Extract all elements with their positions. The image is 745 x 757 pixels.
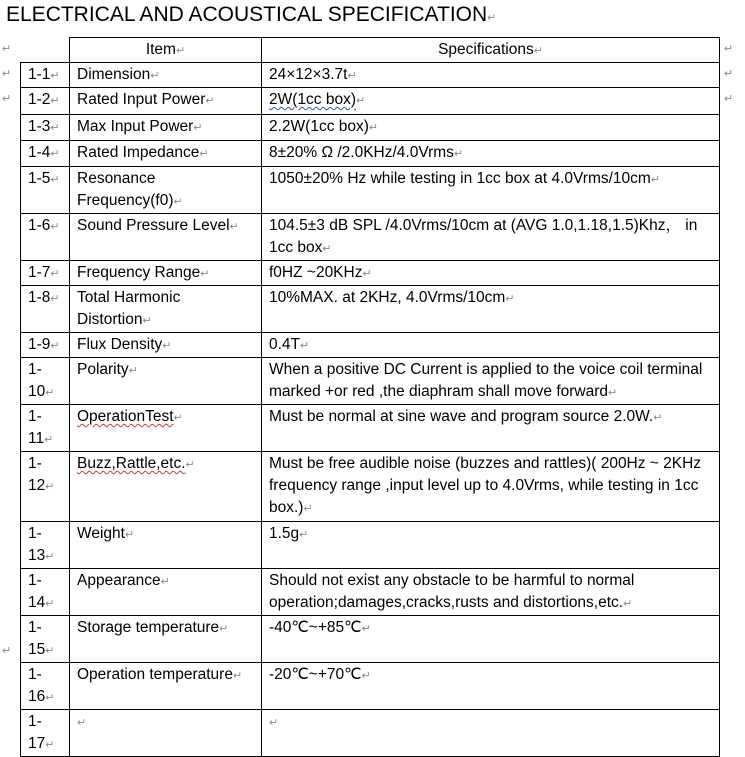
- row-spec: f0HZ ~20KHz↵: [262, 261, 720, 286]
- table-row: [21, 452, 720, 522]
- paragraph-mark: ↵: [2, 68, 12, 80]
- document-title: ELECTRICAL AND ACOUSTICAL SPECIFICATION↵: [6, 3, 497, 26]
- row-item: Frequency Range↵: [70, 261, 262, 286]
- row-spec: 104.5±3 dB SPL /4.0Vrms/10cm at (AVG 1.0,1.18,1.5)Khz， in 1cc box↵: [262, 214, 720, 261]
- header-item: Item↵: [70, 38, 262, 63]
- row-spec: -20℃~+70℃↵: [262, 663, 720, 710]
- paragraph-mark: ↵: [724, 68, 734, 80]
- row-number: 1-1↵: [21, 63, 70, 88]
- row-item: Resonance Frequency(f0)↵: [70, 167, 262, 214]
- row-spec: -40℃~+85℃↵: [262, 616, 720, 663]
- row-spec: 0.4T↵: [262, 333, 720, 358]
- table-row: [21, 141, 720, 167]
- table-row: [21, 333, 720, 358]
- row-item: Dimension↵: [70, 63, 262, 88]
- paragraph-mark: ↵: [2, 93, 12, 105]
- row-item: Polarity↵: [70, 358, 262, 405]
- row-item: OperationTest↵: [70, 405, 262, 452]
- row-number: 1-4↵: [21, 141, 70, 167]
- row-item: Weight↵: [70, 522, 262, 569]
- row-number: 1-11↵: [21, 405, 70, 452]
- row-item: Operation temperature↵: [70, 663, 262, 710]
- paragraph-mark: ↵: [724, 93, 734, 105]
- row-spec: 10%MAX. at 2KHz, 4.0Vrms/10cm↵: [262, 286, 720, 333]
- table-row: [21, 214, 720, 261]
- row-item: Rated Impedance↵: [70, 141, 262, 167]
- row-spec: 8±20% Ω /2.0KHz/4.0Vrms↵: [262, 141, 720, 167]
- table-header-row: [21, 38, 720, 63]
- row-item: ↵: [70, 710, 262, 757]
- row-item: Max Input Power↵: [70, 115, 262, 141]
- row-number: 1-17↵: [21, 710, 70, 757]
- row-number: 1-12↵: [21, 452, 70, 522]
- row-number: 1-16↵: [21, 663, 70, 710]
- table-row: [21, 167, 720, 214]
- row-number: 1-14↵: [21, 569, 70, 616]
- table-row: [21, 405, 720, 452]
- row-spec: Must be normal at sine wave and program source 2.0W.↵: [262, 405, 720, 452]
- row-item: Total Harmonic Distortion↵: [70, 286, 262, 333]
- row-spec: 2.2W(1cc box)↵: [262, 115, 720, 141]
- row-item: Rated Input Power↵: [70, 88, 262, 115]
- row-number: 1-13↵: [21, 522, 70, 569]
- table-row: [21, 569, 720, 616]
- table-row: [21, 616, 720, 663]
- table-row: [21, 63, 720, 88]
- row-spec: Should not exist any obstacle to be harmful to normal operation;damages,cracks,rusts and distortions,etc.↵: [262, 569, 720, 616]
- table-row: [21, 88, 720, 115]
- table-row: [21, 522, 720, 569]
- row-item: Appearance↵: [70, 569, 262, 616]
- table-row: [21, 663, 720, 710]
- row-number: 1-3↵: [21, 115, 70, 141]
- row-number: 1-6↵: [21, 214, 70, 261]
- row-spec: When a positive DC Current is applied to the voice coil terminal marked +or red ,the diaphram shall move forward↵: [262, 358, 720, 405]
- table-row: [21, 261, 720, 286]
- table-row: [21, 710, 720, 757]
- row-number: 1-7↵: [21, 261, 70, 286]
- row-number: 1-15↵: [21, 616, 70, 663]
- row-spec: 1050±20% Hz while testing in 1cc box at 4.0Vrms/10cm↵: [262, 167, 720, 214]
- row-item: Sound Pressure Level↵: [70, 214, 262, 261]
- paragraph-mark: ↵: [2, 43, 12, 55]
- table-row: [21, 286, 720, 333]
- header-no-cell: [21, 38, 70, 63]
- row-spec: 24×12×3.7t↵: [262, 63, 720, 88]
- row-number: 1-10↵: [21, 358, 70, 405]
- row-spec: 2W(1cc box)↵: [262, 88, 720, 115]
- row-spec: ↵: [262, 710, 720, 757]
- table-row: [21, 358, 720, 405]
- row-item: Flux Density↵: [70, 333, 262, 358]
- row-number: 1-2↵: [21, 88, 70, 115]
- row-item: Storage temperature↵: [70, 616, 262, 663]
- table-row: [21, 115, 720, 141]
- specification-table: [20, 37, 720, 757]
- row-spec: 1.5g↵: [262, 522, 720, 569]
- paragraph-mark: ↵: [724, 43, 734, 55]
- header-specifications: Specifications↵: [262, 38, 720, 63]
- row-number: 1-5↵: [21, 167, 70, 214]
- row-number: 1-9↵: [21, 333, 70, 358]
- row-item: Buzz,Rattle,etc.↵: [70, 452, 262, 522]
- row-spec: Must be free audible noise (buzzes and rattles)( 200Hz ~ 2KHz frequency range ,input level up to 4.0Vrms, while testing in 1cc box.)↵: [262, 452, 720, 522]
- paragraph-mark: ↵: [2, 645, 12, 657]
- row-number: 1-8↵: [21, 286, 70, 333]
